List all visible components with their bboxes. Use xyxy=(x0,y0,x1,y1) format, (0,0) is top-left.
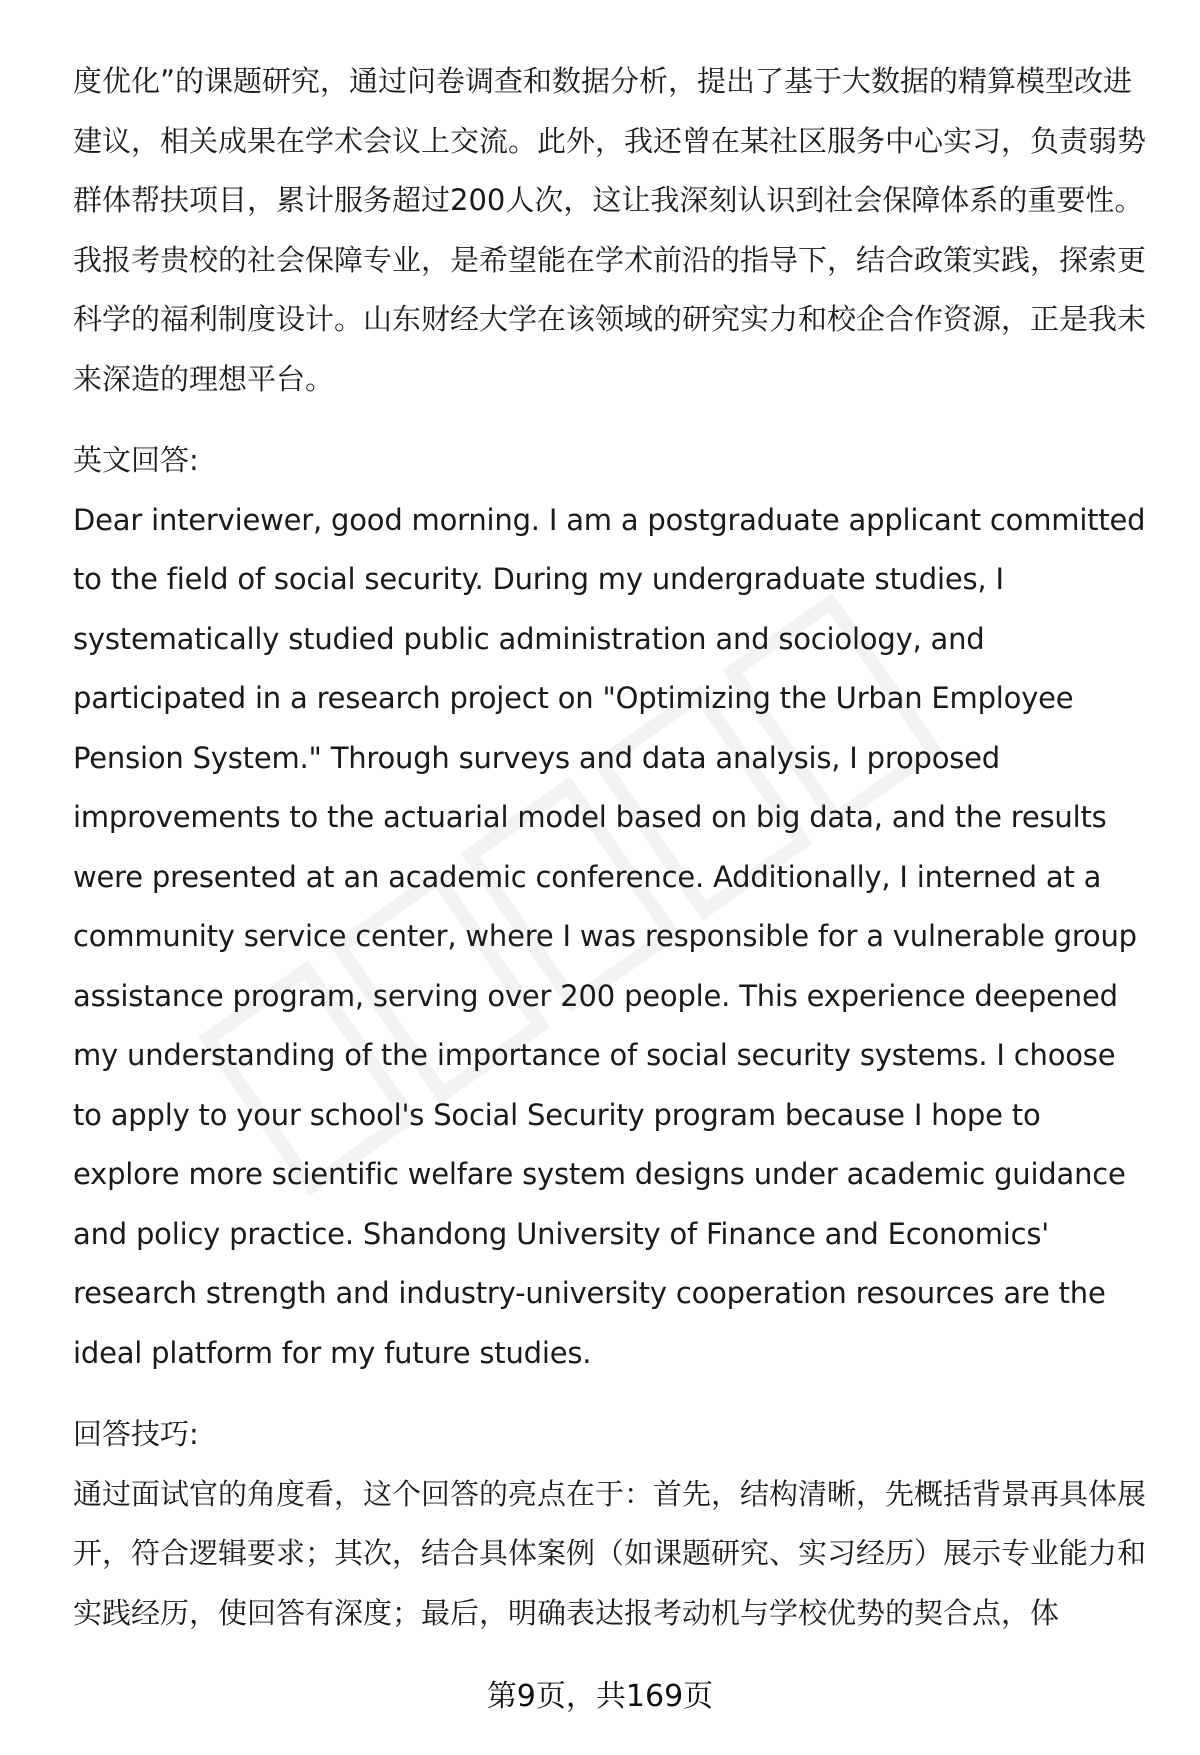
spacer xyxy=(73,409,1153,431)
document-body xyxy=(73,52,1153,1643)
spacer xyxy=(73,1383,1153,1405)
paragraph-cn-intro: 度优化”的课题研究，通过问卷调查和数据分析，提出了基于大数据的精算模型改进建议，相关成果在学术会议上交流。此外，我还曾在某社区服务中心实习，负责弱势群体帮扶项目，累计服务超过200人次，这让我深刻认识到社会保障体系的重要性。我报考贵校的社会保障专业，是希望能在学术前沿的指导下，结合政策实践，探索更科学的福利制度设计。山东财经大学在该领域的研究实力和校企合作资源，正是我未来深造的理想平台。 xyxy=(73,64,1147,396)
answer-tips-text: 通过面试官的角度看，这个回答的亮点在于：首先，结构清晰，先概括背景再具体展开，符合逻辑要求；其次，结合具体案例（如课题研究、实习经历）展示专业能力和实践经历，使回答有深度；最后，明确表达报考动机与学校优势的契合点，体 xyxy=(73,1476,1147,1630)
english-answer-label: 英文回答: xyxy=(73,443,199,477)
page-number: 第9页，共169页 xyxy=(486,1679,714,1714)
answer-tips-label: 回答技巧: xyxy=(73,1417,199,1451)
english-answer-text: Dear interviewer, good morning. I am a postgraduate applicant committed to the field of social security. During my undergraduate studies, I systematically studied public administration and sociology, and participated in a research project on "Optimizing the Urban Employee Pension System." Through surveys and data analysis, I proposed improvements to the actuarial model based on big data, and the results were presented at an academic conference. Additionally, I interned at a community service center, where I was responsible for a vulnerable group assistance program, serving over 200 people. This experience deepened my understanding of the importance of social security systems. I choose to apply to your school's Social Security program because I hope to explore more scientific welfare system designs under academic guidance and policy practice. Shandong University of Finance and Economics' research strength and industry-university cooperation resources are the ideal platform for my future studies. xyxy=(73,502,1146,1370)
